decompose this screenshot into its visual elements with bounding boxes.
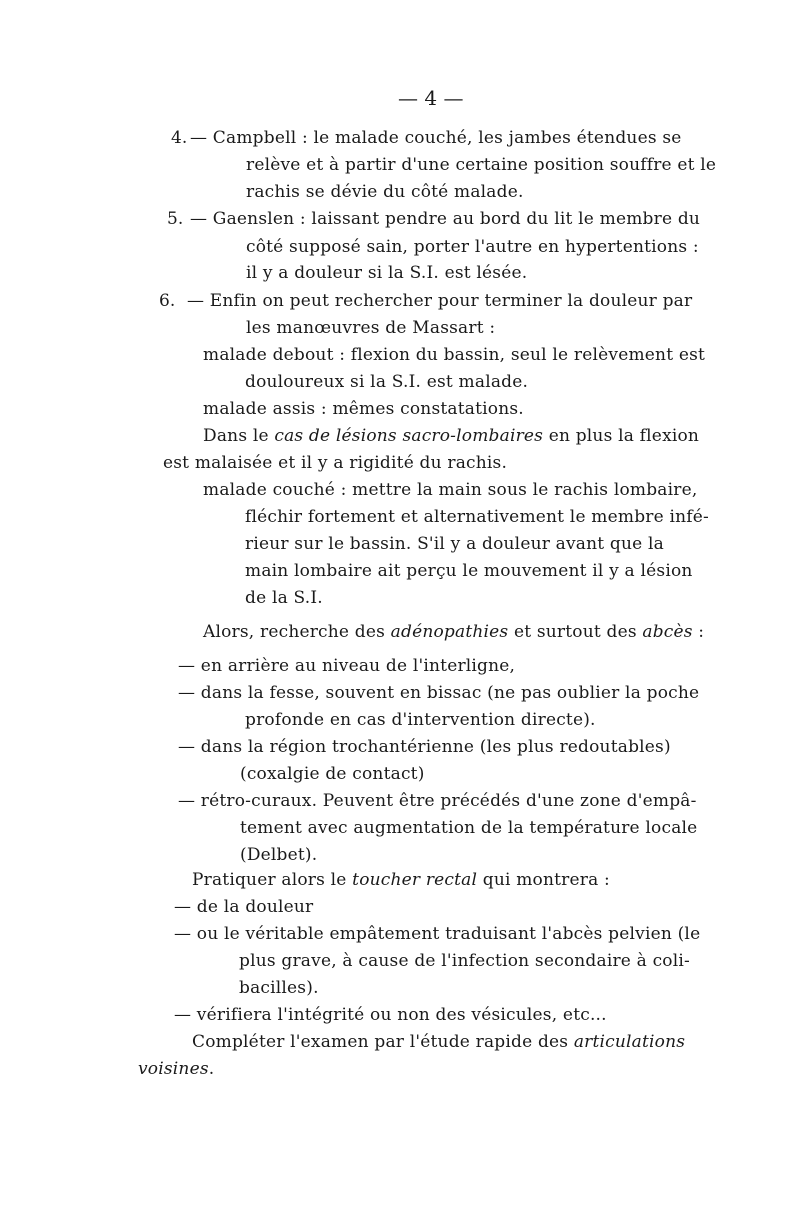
text-line: fléchir fortement et alternativement le membre infé-	[245, 507, 709, 527]
item-number: 5.	[167, 209, 184, 229]
page-number: — 4 —	[398, 86, 464, 110]
emphasis: abcès	[642, 622, 693, 642]
text-line: malade assis : mêmes constatations.	[203, 399, 524, 419]
text-line	[203, 622, 704, 642]
text-line	[192, 1032, 685, 1052]
text-run: et surtout des	[508, 622, 643, 642]
text-line: rieur sur le bassin. S'il y a douleur avant que la	[245, 534, 664, 554]
text-line: (coxalgie de contact)	[240, 764, 425, 784]
text-run: .	[208, 1059, 215, 1079]
text-run: qui montrera :	[477, 870, 610, 890]
text-line: — Enfin on peut rechercher pour terminer la douleur par	[187, 291, 693, 311]
text-run: Dans le	[203, 426, 275, 446]
text-line: malade debout : flexion du bassin, seul le relèvement est	[203, 345, 706, 365]
text-line: côté supposé sain, porter l'autre en hypertentions :	[246, 237, 699, 257]
text-line: malade couché : mettre la main sous le rachis lombaire,	[203, 480, 698, 500]
list-item: — ou le véritable empâtement traduisant l'abcès pelvien (le	[174, 924, 701, 944]
text-line: relève et à partir d'une certaine position souffre et le	[246, 155, 717, 175]
text-run: Pratiquer alors le	[192, 870, 353, 890]
text-line	[192, 870, 610, 890]
list-item: — rétro-curaux. Peuvent être précédés d'une zone d'empâ-	[178, 791, 697, 811]
text-run: en plus la flexion	[543, 426, 700, 446]
text-line: est malaisée et il y a rigidité du rachis.	[163, 453, 508, 473]
item-number: 4.	[171, 128, 188, 148]
item-number: 6.	[159, 291, 176, 311]
text-line: plus grave, à cause de l'infection secondaire à coli-	[239, 951, 690, 971]
text-run: Alors, recherche des	[203, 622, 391, 642]
text-line: de la S.I.	[245, 588, 323, 608]
text-line: — Campbell : le malade couché, les jambes étendues se	[190, 128, 682, 148]
text-line	[203, 426, 699, 446]
list-item: — de la douleur	[174, 897, 314, 917]
text-line: les manœuvres de Massart :	[246, 318, 496, 338]
emphasis: toucher rectal	[352, 870, 478, 890]
emphasis: adénopathies	[390, 622, 509, 642]
text-run: :	[692, 622, 705, 642]
emphasis: voisines	[138, 1059, 209, 1079]
text-line: douloureux si la S.I. est malade.	[245, 372, 529, 392]
text-line: tement avec augmentation de la température locale	[240, 818, 698, 838]
text-run: Compléter l'examen par l'étude rapide des	[192, 1032, 574, 1052]
text-line: rachis se dévie du côté malade.	[246, 182, 524, 202]
emphasis: cas de lésions sacro-lombaires	[274, 426, 544, 446]
text-line: main lombaire ait perçu le mouvement il y a lésion	[245, 561, 693, 581]
emphasis: articulations	[573, 1032, 686, 1052]
text-line: bacilles).	[239, 978, 319, 998]
text-line: — Gaenslen : laissant pendre au bord du lit le membre du	[190, 209, 701, 229]
list-item: — dans la région trochantérienne (les plus redoutables)	[178, 737, 671, 757]
list-item: — vérifiera l'intégrité ou non des vésicules, etc...	[174, 1005, 607, 1025]
text-line: (Delbet).	[240, 845, 318, 865]
text-line	[138, 1059, 214, 1079]
list-item: — en arrière au niveau de l'interligne,	[178, 656, 516, 676]
list-item: — dans la fesse, souvent en bissac (ne pas oublier la poche	[178, 683, 700, 703]
text-line: profonde en cas d'intervention directe).	[245, 710, 596, 730]
text-line: il y a douleur si la S.I. est lésée.	[246, 263, 528, 283]
